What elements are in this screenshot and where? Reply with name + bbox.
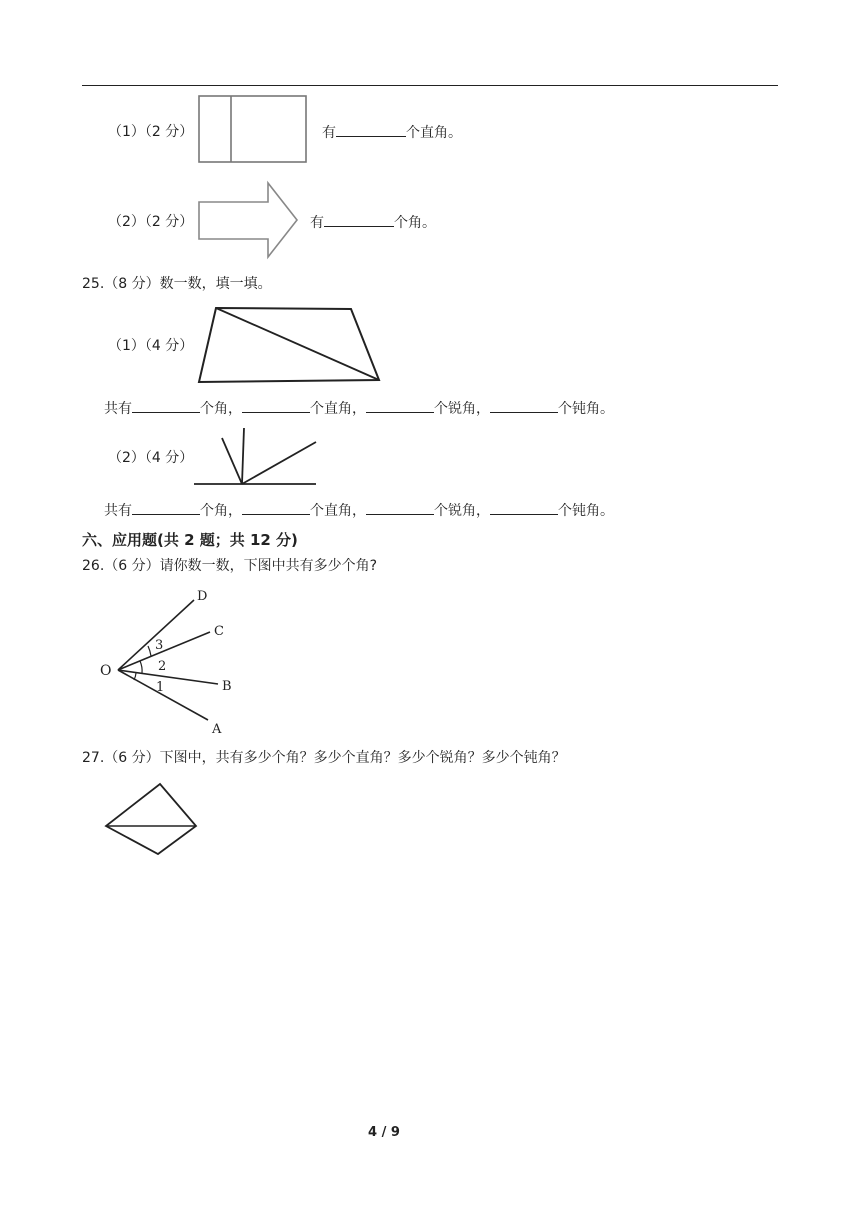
q27-title: 27.（6 分）下图中，共有多少个角？多少个直角？多少个锐角？多少个钝角？ <box>82 750 566 766</box>
page-number: 4 / 9 <box>368 1125 400 1140</box>
q26-title: 26.（6 分）请你数一数，下图中共有多少个角? <box>82 558 378 574</box>
answer-blank[interactable] <box>132 398 200 413</box>
angle-number-2: 2 <box>158 659 167 674</box>
answer-blank[interactable] <box>242 500 310 515</box>
q24-p2-label: （2）（2 分） <box>108 214 194 230</box>
answer-blank[interactable] <box>366 500 434 515</box>
answer-blank[interactable] <box>490 500 558 515</box>
label-d: D <box>197 589 208 604</box>
angle-number-3: 3 <box>155 638 164 653</box>
label-a: A <box>212 722 222 737</box>
rays-figure <box>192 426 320 490</box>
answer-blank[interactable] <box>366 398 434 413</box>
q24-p1-label: （1）（2 分） <box>108 124 194 140</box>
q25-p2-answer: 共有 个角， 个直角， 个锐角， 个钝角。 <box>104 500 614 521</box>
top-rule <box>82 85 778 86</box>
kite-figure <box>104 782 200 858</box>
arrow-figure <box>198 182 300 260</box>
label-o: O <box>100 663 112 679</box>
answer-blank[interactable] <box>336 122 406 137</box>
q24-p1-answer: 有 个直角。 <box>322 122 462 143</box>
q25-p1-answer: 共有 个角， 个直角， 个锐角， 个钝角。 <box>104 398 614 419</box>
answer-blank[interactable] <box>132 500 200 515</box>
angle-number-1: 1 <box>156 680 165 695</box>
answer-blank[interactable] <box>490 398 558 413</box>
rectangle-figure <box>198 95 308 165</box>
label-c: C <box>214 624 224 639</box>
answer-blank[interactable] <box>324 212 394 227</box>
q25-p1-label: （1）（4 分） <box>108 338 194 354</box>
angle-rays-figure <box>96 584 246 736</box>
q25-title: 25.（8 分）数一数，填一填。 <box>82 276 272 292</box>
label-b: B <box>222 679 232 694</box>
section-title: 六、应用题(共 2 题；共 12 分) <box>82 531 298 549</box>
q24-p2-answer: 有 个角。 <box>310 212 436 233</box>
q25-p2-label: （2）（4 分） <box>108 450 194 466</box>
answer-blank[interactable] <box>242 398 310 413</box>
trapezoid-figure <box>197 306 383 384</box>
